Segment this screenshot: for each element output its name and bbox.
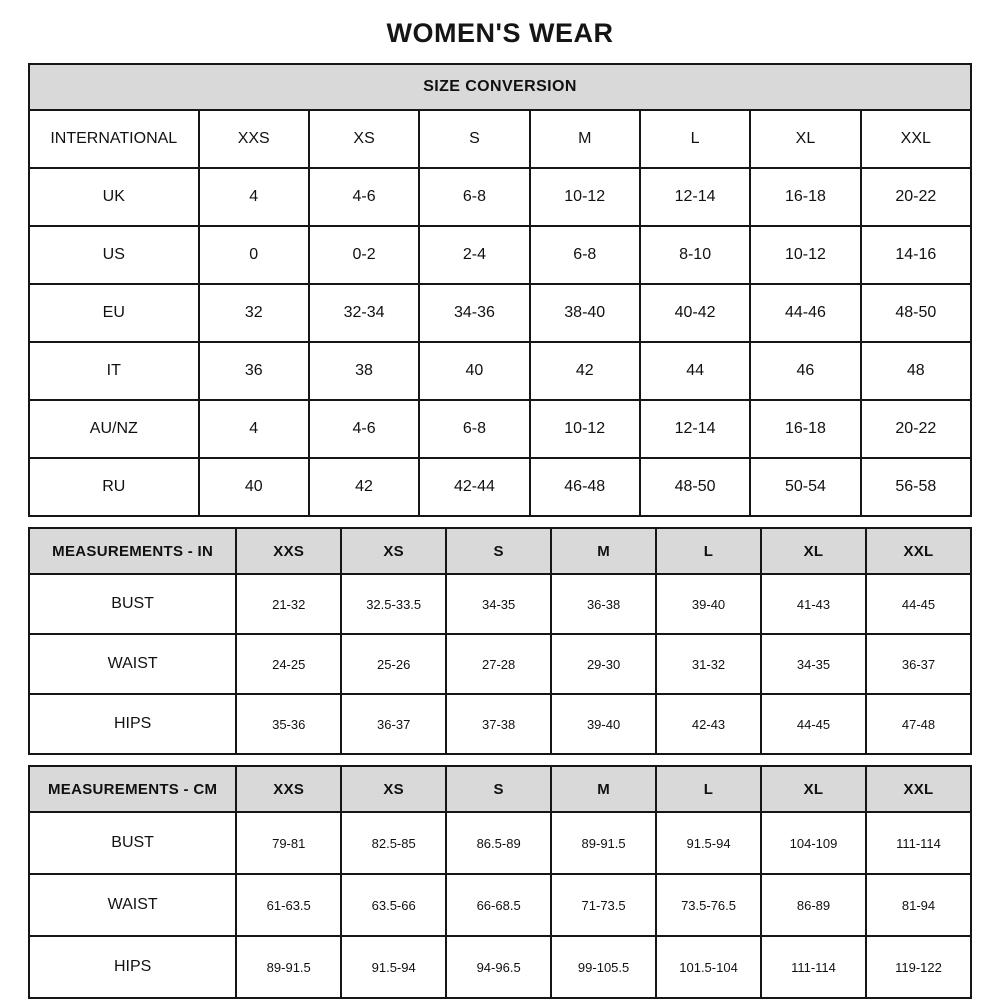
table-cell: M (551, 766, 656, 812)
table-row (29, 458, 971, 516)
table-cell: 119-122 (866, 936, 971, 998)
table-cell: 63.5-66 (341, 874, 446, 936)
table-cell: 79-81 (236, 812, 341, 874)
table-cell: 36 (199, 342, 309, 400)
table-cell: 94-96.5 (446, 936, 551, 998)
row-header-cell: EU (29, 284, 199, 342)
table-cell: L (640, 110, 750, 168)
table-cell: 16-18 (750, 400, 860, 458)
table-row (29, 874, 971, 936)
table-cell: 44 (640, 342, 750, 400)
table-cell: L (656, 528, 761, 574)
table-cell: 48 (861, 342, 971, 400)
table-cell: 91.5-94 (341, 936, 446, 998)
table-cell: 36-37 (341, 694, 446, 754)
table-cell: 42 (309, 458, 419, 516)
table-cell: 47-48 (866, 694, 971, 754)
table-row (29, 528, 971, 574)
page-title: WOMEN'S WEAR (386, 18, 614, 48)
table-cell: 71-73.5 (551, 874, 656, 936)
table-cell: S (446, 766, 551, 812)
table-cell: XS (309, 110, 419, 168)
table-cell: XXL (866, 766, 971, 812)
table-cell: 14-16 (861, 226, 971, 284)
table-cell: 20-22 (861, 168, 971, 226)
table-cell: 36-37 (866, 634, 971, 694)
table-cell: 40-42 (640, 284, 750, 342)
table-cell: 111-114 (866, 812, 971, 874)
table-cell: 44-46 (750, 284, 860, 342)
table-cell: 25-26 (341, 634, 446, 694)
table-cell: 86.5-89 (446, 812, 551, 874)
table-cell: 42-43 (656, 694, 761, 754)
row-header-cell: RU (29, 458, 199, 516)
table-cell: 27-28 (446, 634, 551, 694)
table-row (29, 812, 971, 874)
table-cell: 32.5-33.5 (341, 574, 446, 634)
table-cell: 2-4 (419, 226, 529, 284)
row-header-cell: BUST (29, 812, 236, 874)
table-cell: 42-44 (419, 458, 529, 516)
table-cell: 89-91.5 (551, 812, 656, 874)
row-header-cell: IT (29, 342, 199, 400)
table-cell: 34-36 (419, 284, 529, 342)
row-header-cell: MEASUREMENTS - IN (29, 528, 236, 574)
table-cell: 12-14 (640, 400, 750, 458)
table-cell: 104-109 (761, 812, 866, 874)
table-cell: 29-30 (551, 634, 656, 694)
table-cell: 61-63.5 (236, 874, 341, 936)
row-header-cell: HIPS (29, 694, 236, 754)
size-conversion-table (28, 63, 972, 517)
table-cell: 40 (199, 458, 309, 516)
table-cell: 91.5-94 (656, 812, 761, 874)
table-cell: S (419, 110, 529, 168)
table-cell: 20-22 (861, 400, 971, 458)
measurements-in-table (28, 527, 972, 755)
table-cell: M (530, 110, 640, 168)
table-cell: XL (750, 110, 860, 168)
table-cell: 41-43 (761, 574, 866, 634)
table-cell: 21-32 (236, 574, 341, 634)
row-header-cell: WAIST (29, 874, 236, 936)
table-cell: 24-25 (236, 634, 341, 694)
table-cell: 0 (199, 226, 309, 284)
table-row (29, 226, 971, 284)
table-row (29, 400, 971, 458)
table-cell: 10-12 (750, 226, 860, 284)
table-row (29, 64, 971, 110)
table-cell: M (551, 528, 656, 574)
table-cell: 38-40 (530, 284, 640, 342)
table-cell: 16-18 (750, 168, 860, 226)
table-cell: S (446, 528, 551, 574)
table-cell: 34-35 (446, 574, 551, 634)
table-cell: 89-91.5 (236, 936, 341, 998)
table-cell: 111-114 (761, 936, 866, 998)
table-cell: 32-34 (309, 284, 419, 342)
row-header-cell: INTERNATIONAL (29, 110, 199, 168)
table-cell: XS (341, 528, 446, 574)
table-cell: 66-68.5 (446, 874, 551, 936)
table-row (29, 936, 971, 998)
size-conversion-header: SIZE CONVERSION (29, 64, 971, 110)
table-row (29, 574, 971, 634)
table-row (29, 342, 971, 400)
table-cell: 40 (419, 342, 529, 400)
table-cell: XS (341, 766, 446, 812)
row-header-cell: US (29, 226, 199, 284)
table-cell: 82.5-85 (341, 812, 446, 874)
table-cell: 44-45 (866, 574, 971, 634)
table-cell: XXS (236, 528, 341, 574)
table-cell: 6-8 (530, 226, 640, 284)
table-cell: 10-12 (530, 400, 640, 458)
row-header-cell: MEASUREMENTS - CM (29, 766, 236, 812)
table-cell: XL (761, 766, 866, 812)
table-cell: 4-6 (309, 168, 419, 226)
table-row (29, 284, 971, 342)
table-cell: 46-48 (530, 458, 640, 516)
table-cell: 39-40 (551, 694, 656, 754)
table-cell: 37-38 (446, 694, 551, 754)
table-cell: 32 (199, 284, 309, 342)
table-cell: 39-40 (656, 574, 761, 634)
table-row (29, 110, 971, 168)
table-cell: 36-38 (551, 574, 656, 634)
table-cell: XXL (866, 528, 971, 574)
table-cell: 34-35 (761, 634, 866, 694)
row-header-cell: AU/NZ (29, 400, 199, 458)
table-cell: 12-14 (640, 168, 750, 226)
table-cell: XXS (236, 766, 341, 812)
table-cell: 46 (750, 342, 860, 400)
table-cell: XXS (199, 110, 309, 168)
table-row (29, 694, 971, 754)
table-cell: 56-58 (861, 458, 971, 516)
table-row (29, 766, 971, 812)
table-cell: 48-50 (640, 458, 750, 516)
table-cell: 48-50 (861, 284, 971, 342)
measurements-cm-table (28, 765, 972, 999)
table-cell: 99-105.5 (551, 936, 656, 998)
table-cell: 50-54 (750, 458, 860, 516)
table-row (29, 168, 971, 226)
row-header-cell: BUST (29, 574, 236, 634)
row-header-cell: WAIST (29, 634, 236, 694)
table-cell: 42 (530, 342, 640, 400)
table-cell: 86-89 (761, 874, 866, 936)
table-cell: 81-94 (866, 874, 971, 936)
table-cell: 4 (199, 168, 309, 226)
table-cell: 73.5-76.5 (656, 874, 761, 936)
table-cell: 4 (199, 400, 309, 458)
table-cell: 44-45 (761, 694, 866, 754)
table-cell: XL (761, 528, 866, 574)
table-cell: 6-8 (419, 168, 529, 226)
row-header-cell: UK (29, 168, 199, 226)
table-cell: 10-12 (530, 168, 640, 226)
table-cell: L (656, 766, 761, 812)
table-cell: XXL (861, 110, 971, 168)
table-cell: 38 (309, 342, 419, 400)
table-row (29, 634, 971, 694)
table-cell: 8-10 (640, 226, 750, 284)
table-cell: 31-32 (656, 634, 761, 694)
table-cell: 35-36 (236, 694, 341, 754)
table-cell: 6-8 (419, 400, 529, 458)
row-header-cell: HIPS (29, 936, 236, 998)
table-cell: 0-2 (309, 226, 419, 284)
table-cell: 4-6 (309, 400, 419, 458)
table-cell: 101.5-104 (656, 936, 761, 998)
